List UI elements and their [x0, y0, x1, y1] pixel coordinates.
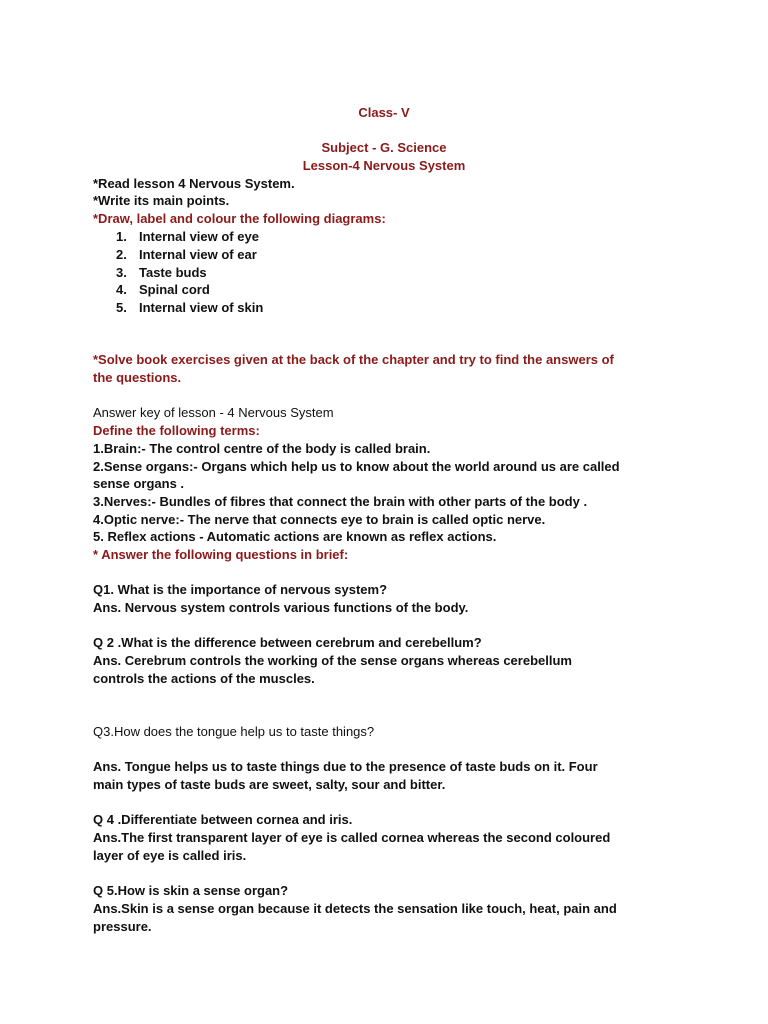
- list-item-number: 1.: [116, 229, 127, 244]
- question-1: Q1. What is the importance of nervous system?: [93, 582, 388, 597]
- answer-5-line1: Ans.Skin is a sense organ because it detects the sensation like touch, heat, pain and: [93, 901, 617, 916]
- answer-2-line2: controls the actions of the muscles.: [93, 671, 315, 686]
- list-item-text: Internal view of ear: [139, 247, 257, 262]
- instruction-read: *Read lesson 4 Nervous System.: [93, 176, 295, 191]
- subject-title: Subject - G. Science: [321, 140, 447, 155]
- list-item: [116, 264, 207, 282]
- list-item-number: 4.: [116, 282, 127, 297]
- define-heading: Define the following terms:: [93, 423, 260, 438]
- term-brain: 1.Brain:- The control centre of the body is called brain.: [93, 441, 431, 456]
- answer-2-line1: Ans. Cerebrum controls the working of the sense organs whereas cerebellum: [93, 653, 572, 668]
- class-title: Class- V: [358, 105, 410, 120]
- lesson-title: Lesson-4 Nervous System: [302, 158, 466, 173]
- question-2: Q 2 .What is the difference between cerebrum and cerebellum?: [93, 635, 482, 650]
- term-optic-nerve: 4.Optic nerve:- The nerve that connects eye to brain is called optic nerve.: [93, 512, 546, 527]
- answer-3-line1: Ans. Tongue helps us to taste things due to the presence of taste buds on it. Four: [93, 759, 598, 774]
- term-reflex-actions: 5. Reflex actions - Automatic actions are known as reflex actions.: [93, 529, 497, 544]
- list-item-text: Internal view of skin: [139, 300, 264, 315]
- list-item-text: Taste buds: [139, 265, 207, 280]
- list-item: [116, 228, 259, 246]
- answer-4-line2: layer of eye is called iris.: [93, 848, 247, 863]
- list-item-number: 3.: [116, 265, 127, 280]
- question-3: Q3.How does the tongue help us to taste things?: [93, 724, 375, 739]
- list-item-number: 5.: [116, 300, 127, 315]
- list-item: [116, 281, 210, 299]
- list-item-text: Internal view of eye: [139, 229, 259, 244]
- term-sense-organs: 2.Sense organs:- Organs which help us to know about the world around us are called: [93, 459, 620, 474]
- list-item: [116, 299, 263, 317]
- solve-instruction-line1: *Solve book exercises given at the back of the chapter and try to find the answers of: [93, 352, 614, 367]
- question-4: Q 4 .Differentiate between cornea and iris.: [93, 812, 353, 827]
- answer-1: Ans. Nervous system controls various functions of the body.: [93, 600, 469, 615]
- question-5: Q 5.How is skin a sense organ?: [93, 883, 289, 898]
- answer-4-line1: Ans.The first transparent layer of eye is called cornea whereas the second coloured: [93, 830, 611, 845]
- term-nerves: 3.Nerves:- Bundles of fibres that connect the brain with other parts of the body .: [93, 494, 588, 509]
- list-item-number: 2.: [116, 247, 127, 262]
- answer-key-title: Answer key of lesson - 4 Nervous System: [93, 405, 334, 420]
- list-item-text: Spinal cord: [139, 282, 210, 297]
- answer-3-line2: main types of taste buds are sweet, salty, sour and bitter.: [93, 777, 446, 792]
- instruction-draw: *Draw, label and colour the following diagrams:: [93, 211, 386, 226]
- term-sense-organs-cont: sense organs .: [93, 476, 185, 491]
- brief-heading: * Answer the following questions in brief:: [93, 547, 349, 562]
- instruction-write: *Write its main points.: [93, 193, 230, 208]
- solve-instruction-line2: the questions.: [93, 370, 182, 385]
- list-item: [116, 246, 257, 264]
- answer-5-line2: pressure.: [93, 919, 152, 934]
